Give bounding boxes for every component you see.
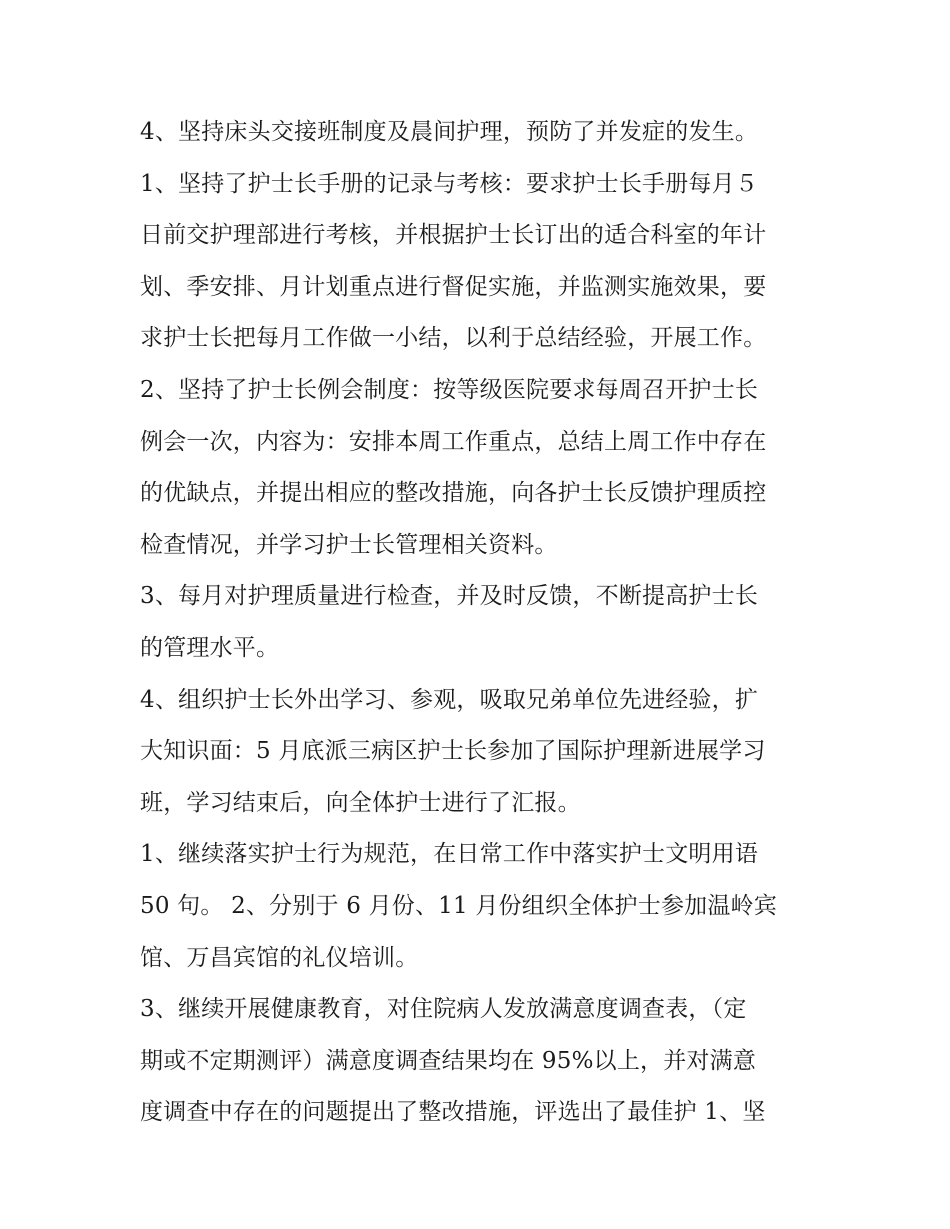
text-line-1: 4、坚持床头交接班制度及晨间护理，预防了并发症的发生。 (140, 119, 759, 145)
text-line-11: 的管理水平。 (140, 634, 280, 661)
text-line-18: 3、继续开展健康教育，对住院病人发放满意度调查表，（定 (140, 996, 747, 1023)
text-line-16: 50 句。 2、分别于 6 月份、11 月份组织全体护士参加温岭宾 (140, 892, 777, 919)
text-line-8: 的优缺点，并提出相应的整改措施，向各护士长反馈护理质控 (140, 480, 767, 507)
text-line-9: 检查情况，并学习护士长管理相关资料。 (140, 531, 558, 558)
document-body (140, 107, 820, 1139)
text-line-13: 大知识面：5 月底派三病区护士长参加了国际护理新进展学习 (140, 738, 766, 765)
text-line-7: 例会一次，内容为：安排本周工作重点，总结上周工作中存在 (140, 428, 767, 455)
text-line-19: 期或不定期测评）满意度调查结果均在 95%以上，并对满意 (140, 1047, 757, 1074)
text-line-10: 3、每月对护理质量进行检查，并及时反馈，不断提高护士长 (140, 583, 759, 610)
text-line-6: 2、坚持了护士长例会制度：按等级医院要求每周召开护士长 (140, 376, 759, 403)
text-line-12: 4、组织护士长外出学习、参观，吸取兄弟单位先进经验，扩 (140, 686, 759, 713)
text-line-3: 日前交护理部进行考核，并根据护士长订出的适合科室的年计 (140, 222, 767, 249)
text-line-14: 班，学习结束后，向全体护士进行了汇报。 (140, 789, 581, 816)
text-line-20: 度调查中存在的问题提出了整改措施，评选出了最佳护 1、坚 (140, 1099, 766, 1126)
text-line-15: 1、继续落实护士行为规范，在日常工作中落实护士文明用语 (140, 841, 759, 868)
text-line-4: 划、季安排、月计划重点进行督促实施，并监测实施效果，要 (140, 273, 767, 300)
text-line-17: 馆、万昌宾馆的礼仪培训。 (140, 944, 419, 971)
text-line-2: 1、坚持了护士长手册的记录与考核：要求护士长手册每月５ (140, 170, 759, 197)
text-line-5: 求护士长把每月工作做一小结，以利于总结经验，开展工作。 (140, 325, 767, 352)
